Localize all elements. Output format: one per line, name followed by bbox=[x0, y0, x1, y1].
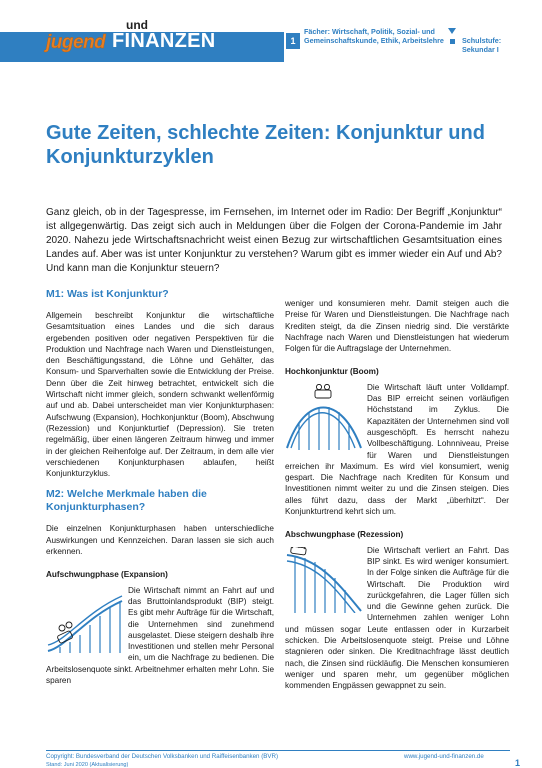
book-icon: 1 bbox=[286, 33, 300, 49]
m2-text: Die einzelnen Konjunkturphasen haben unterschiedliche Auswirkungen und Kennzeichen. Daran lassen sie sich auch erkennen. bbox=[46, 524, 274, 557]
right-intro-text: weniger und konsumieren mehr. Damit steigen auch die Preise für Waren und Dienstleistungen. Die Nachfrage nach Krediten steigt, da die Zinsen niedrig sind. Die verstärkte Nachfrage nach Waren und Dienstleistungen hat wiederum Folgen für die Auftragslage der Unternehmen. bbox=[285, 299, 509, 354]
boom-section bbox=[285, 382, 509, 518]
square-icon bbox=[450, 39, 455, 44]
logo-und: und bbox=[126, 18, 148, 32]
logo-jugend: jugend bbox=[46, 32, 106, 53]
rollercoaster-down-icon bbox=[285, 547, 363, 613]
recession-heading: Abschwungphase (Rezession) bbox=[285, 530, 404, 540]
page-number: 1 bbox=[514, 758, 520, 768]
intro-paragraph: Ganz gleich, ob in der Tagespresse, im Fernsehen, im Internet oder im Radio: Der Begriff „Konjunktur“ ist allgegenwärtig. Das zeigt sich auch in Meldungen über die Folgen der Corona-Pandemie im Jahr 2020. Nahezu jede Wirtschaftsnachricht weist einen Bezug zur wirtschaftlichen Gesamtsituation eines Landes auf. Aber was ist unter Konjunktur zu verstehen? Warum gibt es immer wieder ein Auf und Ab? Und kann man die Konjunktur steuern? bbox=[46, 207, 502, 274]
page-header bbox=[0, 0, 542, 62]
expansion-text: Die Wirtschaft nimmt an Fahrt auf und das Bruttoinlandsprodukt (BIP) steigt. Es gibt mehr Aufträge für die Wirtschaft, die Unternehmen sind zunehmend ausgelastet. Diese steigern deshalb ihre Investitionen und stellen mehr Personal ein, um die Nachfrage zu bedienen. Die Arbeitslosenquote sinkt. Arbeitnehmer erhalten mehr Lohn. Sie sparen bbox=[46, 585, 274, 686]
page-title: Gute Zeiten, schlechte Zeiten: Konjunktur und Konjunkturzyklen bbox=[46, 122, 485, 168]
footer-divider bbox=[46, 750, 510, 751]
rollercoaster-up-icon bbox=[46, 587, 124, 653]
rollercoaster-peak-icon bbox=[285, 384, 363, 450]
triangle-icon bbox=[448, 28, 456, 34]
expansion-heading: Aufschwungphase (Expansion) bbox=[46, 570, 168, 580]
school-level-label bbox=[462, 37, 524, 54]
boom-heading: Hochkonjunktur (Boom) bbox=[285, 367, 379, 377]
logo-finanzen: FINANZEN bbox=[112, 30, 216, 52]
recession-text: Die Wirtschaft verliert an Fahrt. Das BIP sinkt. Es wird weniger konsumiert. In der Folge sinken die Aufträge für die Wirtschaft. Die Produktion wird zurückgefahren, die Lager füllen sich und die Gewinne gehen zurück. Die Unternehmen zahlen weniger Lohn und müssen sogar Leute entlassen oder in Kurzarbeit schicken. Die Arbeitslosenquote steigt. Preise und Löhne stagnieren oder sinken. Die Kreditnachfrage lässt deutlich nach, die Zinsen sind rückläufig. Die Menschen konsumieren weniger und sparen mehr, um gegenüber möglichen kommenden Engpässen gewappnet zu sein. bbox=[285, 545, 509, 691]
page-number-wrap bbox=[500, 758, 520, 768]
m1-text: Allgemein beschreibt Konjunktur die wirtschaftliche Gesamtsituation eines Landes und die sich daraus ergebenden positiven oder negativen Perspektiven für die Produktion und Nachfrage nach Waren und Dienstleistungen, den Beschäftigungsstand, die Löhne und Gehälter, das Konsum- und Sparverhalten sowie die Entwicklung der Preise. Denn über die Zeit hinweg betrachtet, entwickelt sich die Wirtschaft nicht immer gleich, sondern schwankt wellenförmig auf und ab. Dabei unterscheidet man vier Konjunkturphasen: Aufschwung (Expansion), Hochkonjunktur (Boom), Abschwung (Rezession) und Konjunkturtief (Depression). Sie treten regelmäßig, über einen längeren Zeitraum hinweg und immer in der gleichen Reihenfolge auf. Der Zeitraum, in dem alle vier verschiedenen Konjunkturphasen ablaufen, heißt Konjunkturzyklus. bbox=[46, 311, 274, 479]
left-column bbox=[46, 288, 274, 686]
recession-section bbox=[285, 545, 509, 692]
m1-heading: M1: Was ist Konjunktur? bbox=[46, 288, 169, 300]
subjects-label: Fächer: Wirtschaft, Politik, Sozial- und Gemeinschaftskunde, Ethik, Arbeitslehre bbox=[304, 27, 444, 45]
right-column bbox=[285, 298, 509, 692]
expansion-section bbox=[46, 585, 274, 687]
footer-website-link[interactable]: www.jugend-und-finanzen.de bbox=[404, 753, 484, 760]
footer-date: Stand: Juni 2020 (Aktualisierung) bbox=[46, 762, 129, 768]
footer-copyright: Copyright: Bundesverband der Deutschen Volksbanken und Raiffeisenbanken (BVR) bbox=[46, 753, 279, 760]
boom-text: Die Wirtschaft läuft unter Volldampf. Das BIP erreicht seinen vorläufigen Höchststand im Zyklus. Die Kapazitäten der Unternehmen sind voll ausgeschöpft. Es herrscht nahezu Vollbeschäftigung. Lohnniveau, Preise für Waren und Dienstleistungen erreichen ihr Maximum. Es wird viel konsumiert, wenig gespart. Die Nachfrage nach Krediten für Konsum und Investitionen nimmt weiter zu und die Zinsen steigen. Dies alles führt dazu, dass der Markt „überhitzt“. Der Konjunkturtrend kehrt sich um. bbox=[285, 382, 509, 517]
m2-heading: M2: Welche Merkmale haben die Konjunkturphasen? bbox=[46, 488, 207, 514]
school-level-text: Schulstufe: Sekundar I bbox=[462, 36, 502, 54]
